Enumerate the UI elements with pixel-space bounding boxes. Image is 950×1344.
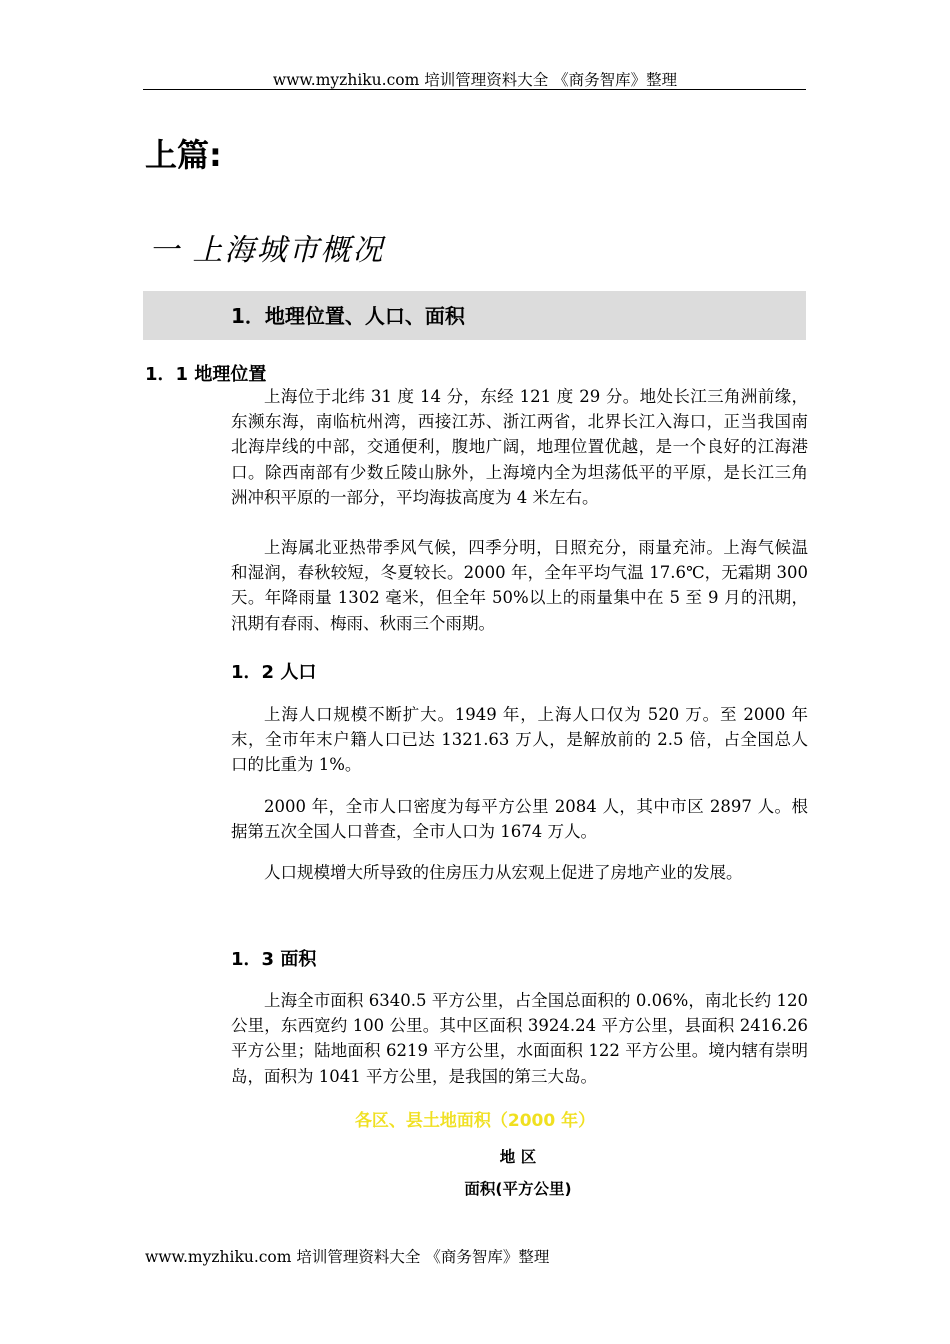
page-footer: www.myzhiku.com 培训管理资料大全 《商务智库》整理: [145, 1248, 550, 1266]
section-title: 1．地理位置、人口、面积: [231, 304, 465, 328]
paragraph-population-1: 上海人口规模不断扩大。1949 年，上海人口仅为 520 万。至 2000 年末，全市年末户籍人口已达 1321.63 万人，是解放前的 2.5 倍，占全国总人口的比重为 1%。: [231, 705, 808, 775]
subsection-title-area: 1．3 面积: [231, 949, 317, 970]
table-header-area: 面积(平方公里): [464, 1180, 572, 1198]
paragraph-population-3: 人口规模增大所导致的住房压力从宏观上促进了房地产业的发展。: [264, 863, 743, 882]
page-header: www.myzhiku.com 培训管理资料大全 《商务智库》整理: [272, 71, 678, 89]
paragraph-location-2: 上海属北亚热带季风气候，四季分明，日照充分，雨量充沛。上海气候温和湿润，春秋较短，冬夏较长。2000 年，全年平均气温 17.6℃，无霜期 300 天。年降雨量 1302 毫米，但全年 50%以上的雨量集中在 5 至 9 月的汛期，汛期有春雨、梅雨、秋雨三个雨期。: [231, 538, 808, 633]
subsection-title-location: 1．1 地理位置: [145, 364, 267, 385]
header-divider: [143, 89, 806, 90]
paragraph-population-2: 2000 年，全市人口密度为每平方公里 2084 人，其中市区 2897 人。根据第五次全国人口普查，全市人口为 1674 万人。: [231, 797, 808, 842]
paragraph-area-1: 上海全市面积 6340.5 平方公里，占全国总面积的 0.06%，南北长约 120 公里，东西宽约 100 公里。其中区面积 3924.24 平方公里，县面积 2416.26 平方公里；陆地面积 6219 平方公里，水面面积 122 平方公里。境内辖有崇明岛，面积为 1041 平方公里，是我国的第三大岛。: [231, 991, 808, 1086]
chapter-title: 一 上海城市概况: [149, 233, 385, 268]
subsection-title-population: 1．2 人口: [231, 662, 317, 683]
table-title: 各区、县土地面积（2000 年）: [354, 1111, 596, 1131]
part-title: 上篇:: [145, 136, 222, 174]
paragraph-location-1: 上海位于北纬 31 度 14 分，东经 121 度 29 分。地处长江三角洲前缘，东濒东海，南临杭州湾，西接江苏、浙江两省，北界长江入海口，正当我国南北海岸线的中部，交通便利，腹地广阔，地理位置优越，是一个良好的江海港口。除西南部有少数丘陵山脉外，上海境内全为坦荡低平的平原，是长江三角洲冲积平原的一部分，平均海拔高度为 4 米左右。: [231, 387, 808, 507]
table-header-region: 地 区: [499, 1148, 537, 1166]
